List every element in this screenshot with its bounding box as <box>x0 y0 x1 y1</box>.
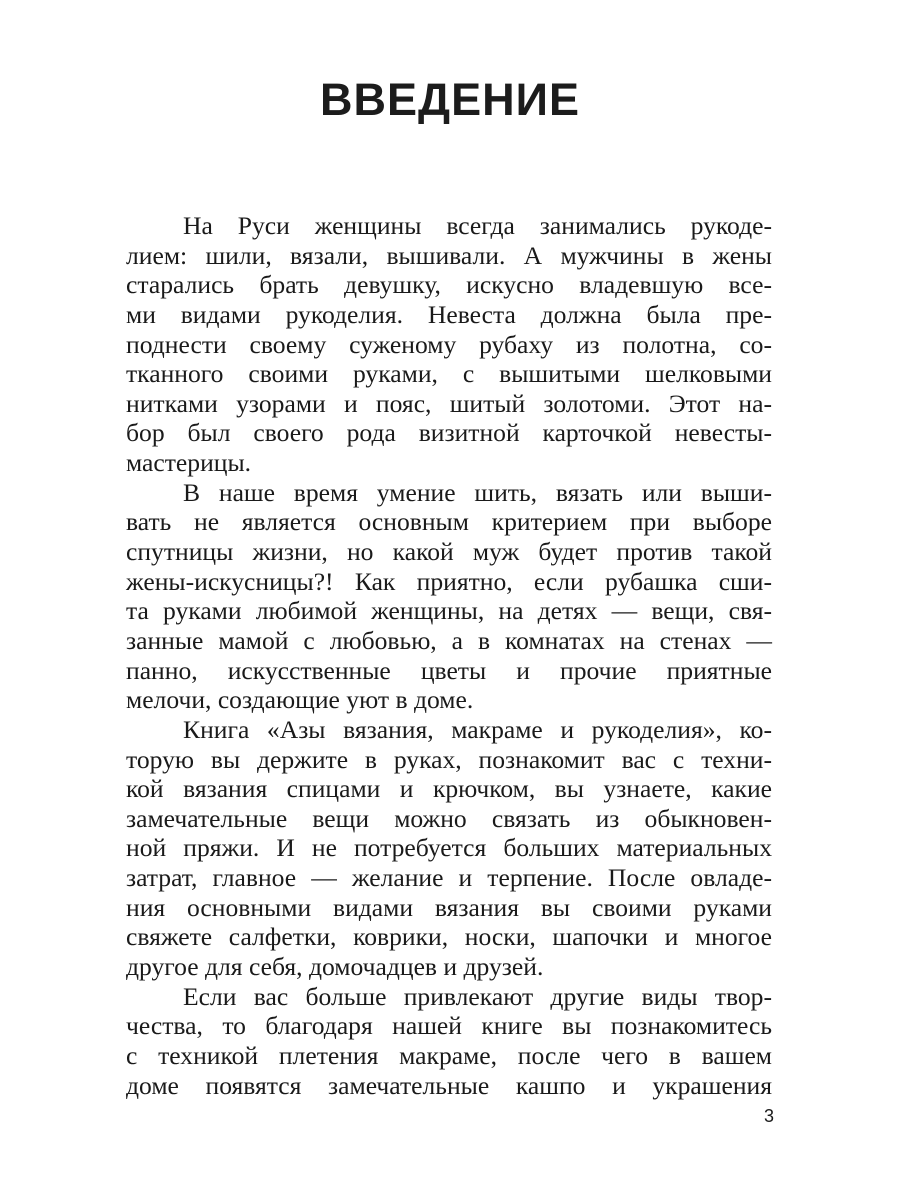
text-line: В наше время умение шить, вязать или выши- <box>183 477 772 507</box>
text-line: лием: шили, вязали, вышивали. А мужчины в жены <box>126 240 772 270</box>
text-line: с техникой плетения макраме, после чего в вашем <box>126 1040 772 1070</box>
text-line: свяжете салфетки, коврики, носки, шапочки и многое <box>126 922 772 952</box>
text-line: ния основными видами вязания вы своими руками <box>126 892 772 922</box>
text-line: Если вас больше привлекают другие виды твор- <box>183 981 772 1011</box>
text-line: мелочи, создающие уют в доме. <box>126 685 474 715</box>
text-line: старались брать девушку, искусно владевшую все- <box>126 270 772 300</box>
text-line: спутницы жизни, но какой муж будет против такой <box>126 537 772 567</box>
text-line: тканного своими руками, с вышитыми шелковыми <box>126 359 772 389</box>
text-line: кой вязания спицами и крючком, вы узнаете, какие <box>126 774 772 804</box>
text-line: вать не является основным критерием при выборе <box>126 507 772 537</box>
text-line: бор был своего рода визитной карточкой невесты- <box>126 418 772 448</box>
text-line: занные мамой с любовью, а в комнатах на стенах — <box>126 625 772 655</box>
text-line: жены-искусницы?! Как приятно, если рубашка сши- <box>126 566 772 596</box>
text-line: затрат, главное — желание и терпение. После овладе- <box>126 863 772 893</box>
text-line: поднести своему суженому рубаху из полотна, со- <box>126 329 772 359</box>
text-line: замечательные вещи можно связать из обыкновен- <box>126 803 772 833</box>
text-line: нитками узорами и пояс, шитый золотоми. Этот на- <box>126 388 772 418</box>
text-line: доме появятся замечательные кашпо и украшения <box>126 1070 772 1100</box>
text-line: чества, то благодаря нашей книге вы познакомитесь <box>126 1011 772 1041</box>
text-line: панно, искусственные цветы и прочие приятные <box>126 655 772 685</box>
text-line: ми видами рукоделия. Невеста должна была пре- <box>126 299 772 329</box>
text-line: Книга «Азы вязания, макраме и рукоделия», ко- <box>183 714 772 744</box>
text-line: другое для себя, домочадцев и друзей. <box>126 952 544 982</box>
text-line: На Руси женщины всегда занимались рукоде- <box>183 211 772 240</box>
text-line: ной пряжи. И не потребуется больших материальных <box>126 833 772 863</box>
body-text <box>126 211 772 1100</box>
page-title: ВВЕДЕНИЕ <box>320 74 580 125</box>
page-number: 3 <box>763 1106 774 1126</box>
text-line: та руками любимой женщины, на детях — вещи, свя- <box>126 596 772 626</box>
text-line: торую вы держите в руках, познакомит вас с техни- <box>126 744 772 774</box>
text-line: мастерицы. <box>126 448 252 478</box>
